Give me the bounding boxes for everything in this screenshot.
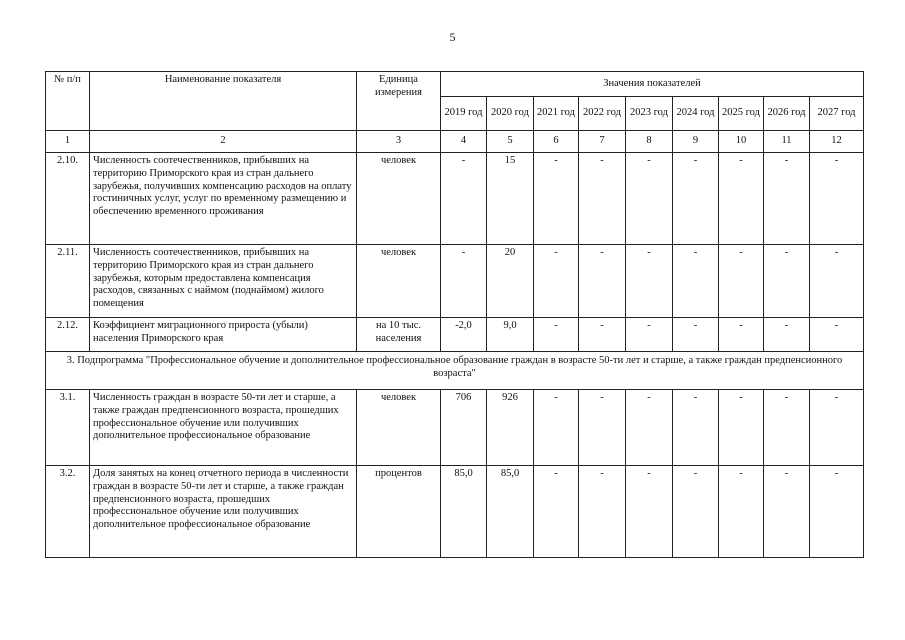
indicator-name: Численность соотечественников, прибывших на территорию Приморского края из стран дальнего зарубежья, получивших компенсацию расходов на оплату гостиничных услуг, услуг по временному размещению и обеспечению временного проживания bbox=[90, 153, 357, 245]
value-cell: 706 bbox=[441, 390, 487, 466]
row-number: 2.10. bbox=[46, 153, 90, 245]
value-cell: - bbox=[579, 466, 626, 558]
value-cell: 926 bbox=[487, 390, 534, 466]
value-cell: - bbox=[764, 390, 810, 466]
indicators-table bbox=[45, 71, 864, 558]
column-number: 10 bbox=[719, 131, 764, 153]
value-cell: 15 bbox=[487, 153, 534, 245]
header-year: 2022 год bbox=[579, 97, 626, 131]
value-cell: 85,0 bbox=[441, 466, 487, 558]
header-unit: Единица измерения bbox=[357, 72, 441, 131]
unit-cell: на 10 тыс. населения bbox=[357, 318, 441, 352]
column-number: 5 bbox=[487, 131, 534, 153]
header-values-title: Значения показателей bbox=[441, 72, 864, 97]
header-year: 2025 год bbox=[719, 97, 764, 131]
column-number: 11 bbox=[764, 131, 810, 153]
value-cell: - bbox=[764, 245, 810, 318]
value-cell: - bbox=[441, 245, 487, 318]
value-cell: - bbox=[534, 466, 579, 558]
table-row bbox=[46, 390, 864, 466]
value-cell: - bbox=[719, 318, 764, 352]
value-cell: - bbox=[764, 153, 810, 245]
value-cell: - bbox=[534, 245, 579, 318]
value-cell: - bbox=[764, 466, 810, 558]
value-cell: - bbox=[810, 466, 864, 558]
value-cell: - bbox=[810, 390, 864, 466]
indicator-name: Численность граждан в возрасте 50-ти лет и старше, а также граждан предпенсионного возраста, прошедших профессиональное обучение или получивших дополнительное профессиональное образование bbox=[90, 390, 357, 466]
column-number: 6 bbox=[534, 131, 579, 153]
unit-cell: процентов bbox=[357, 466, 441, 558]
header-year: 2023 год bbox=[626, 97, 673, 131]
value-cell: - bbox=[626, 245, 673, 318]
value-cell: - bbox=[810, 318, 864, 352]
column-number: 2 bbox=[90, 131, 357, 153]
value-cell: - bbox=[534, 318, 579, 352]
value-cell: - bbox=[810, 245, 864, 318]
column-number: 1 bbox=[46, 131, 90, 153]
value-cell: - bbox=[579, 245, 626, 318]
value-cell: 9,0 bbox=[487, 318, 534, 352]
header-year: 2027 год bbox=[810, 97, 864, 131]
header-year: 2020 год bbox=[487, 97, 534, 131]
header-year: 2026 год bbox=[764, 97, 810, 131]
column-number: 7 bbox=[579, 131, 626, 153]
value-cell: - bbox=[673, 153, 719, 245]
unit-cell: человек bbox=[357, 245, 441, 318]
value-cell: - bbox=[534, 153, 579, 245]
value-cell: - bbox=[626, 466, 673, 558]
value-cell: - bbox=[534, 390, 579, 466]
row-number: 2.11. bbox=[46, 245, 90, 318]
column-number: 9 bbox=[673, 131, 719, 153]
value-cell: -2,0 bbox=[441, 318, 487, 352]
value-cell: - bbox=[719, 245, 764, 318]
row-number: 2.12. bbox=[46, 318, 90, 352]
table-row bbox=[46, 466, 864, 558]
header-year: 2024 год bbox=[673, 97, 719, 131]
header-name: Наименование показателя bbox=[90, 72, 357, 131]
value-cell: - bbox=[626, 318, 673, 352]
value-cell: - bbox=[719, 390, 764, 466]
value-cell: - bbox=[579, 390, 626, 466]
indicator-name: Численность соотечественников, прибывших на территорию Приморского края из стран дальнего зарубежья, которым предоставлена компенсация расходов, связанных с наймом (поднаймом) жилого помещения bbox=[90, 245, 357, 318]
value-cell: 85,0 bbox=[487, 466, 534, 558]
value-cell: - bbox=[719, 153, 764, 245]
unit-cell: человек bbox=[357, 390, 441, 466]
value-cell: - bbox=[579, 153, 626, 245]
value-cell: - bbox=[626, 390, 673, 466]
table-row bbox=[46, 245, 864, 318]
table-row bbox=[46, 153, 864, 245]
indicator-name: Коэффициент миграционного прироста (убыли) населения Приморского края bbox=[90, 318, 357, 352]
row-number: 3.2. bbox=[46, 466, 90, 558]
indicator-name: Доля занятых на конец отчетного периода в численности граждан в возрасте 50-ти лет и старше, а также граждан предпенсионного возраста, прошедших профессиональное обучение или получивших дополнительное профессиональное образование bbox=[90, 466, 357, 558]
header-year: 2019 год bbox=[441, 97, 487, 131]
column-number: 4 bbox=[441, 131, 487, 153]
subprogram-title: 3. Подпрограмма "Профессиональное обучение и дополнительное профессиональное образование граждан в возрасте 50-ти лет и старше, а также граждан предпенсионного возраста" bbox=[46, 352, 864, 390]
value-cell: - bbox=[810, 153, 864, 245]
header-num: № п/п bbox=[46, 72, 90, 131]
page-number: 5 bbox=[449, 30, 456, 44]
column-number: 8 bbox=[626, 131, 673, 153]
value-cell: - bbox=[719, 466, 764, 558]
value-cell: - bbox=[579, 318, 626, 352]
value-cell: - bbox=[764, 318, 810, 352]
value-cell: 20 bbox=[487, 245, 534, 318]
row-number: 3.1. bbox=[46, 390, 90, 466]
value-cell: - bbox=[626, 153, 673, 245]
value-cell: - bbox=[441, 153, 487, 245]
table-row bbox=[46, 318, 864, 352]
column-number: 12 bbox=[810, 131, 864, 153]
value-cell: - bbox=[673, 318, 719, 352]
column-number: 3 bbox=[357, 131, 441, 153]
unit-cell: человек bbox=[357, 153, 441, 245]
value-cell: - bbox=[673, 466, 719, 558]
value-cell: - bbox=[673, 245, 719, 318]
header-year: 2021 год bbox=[534, 97, 579, 131]
value-cell: - bbox=[673, 390, 719, 466]
